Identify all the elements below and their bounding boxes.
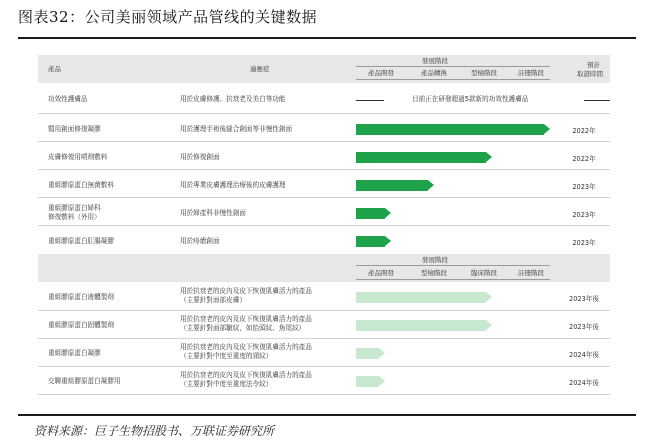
header2-stage-2: 型檢階段 <box>421 269 447 277</box>
product-name: 皮膚修復用噴劑敷料 <box>48 153 108 161</box>
indication: 用於婦產科非慢性創面 <box>180 209 246 217</box>
product-name: 重組膠原蛋白肛腸凝膠 <box>48 237 114 245</box>
expected-year: 2022年 <box>572 127 596 135</box>
product-name: 醫用創面修復凝膠 <box>48 125 101 133</box>
header-stage-4: 註冊階段 <box>518 69 544 77</box>
progress-bar <box>356 124 544 135</box>
pipeline-table <box>38 55 610 402</box>
row-divider <box>38 169 610 170</box>
product-name: 重組膠原蛋白固體製劑 <box>48 321 114 329</box>
header2-stage-4: 註冊階段 <box>518 269 544 277</box>
indication: 用於皮膚修護、抗衰老及美白等功能 <box>180 95 286 103</box>
product-name: 功效性護膚品 <box>48 95 88 103</box>
row-note: 目前正在研發超過5款新的功效性護膚品 <box>412 95 529 103</box>
header2-stage-1: 產品開發 <box>368 269 394 277</box>
indication: 用於痔瘡創面 <box>180 237 220 245</box>
product-name: 交聯重組膠原蛋白凝膠用 <box>48 377 121 385</box>
page-title: 图表32：公司美丽领域产品管线的关键数据 <box>18 8 318 26</box>
expected-year: 2023年 <box>572 239 596 247</box>
product-name: 重組膠原蛋白凝膠 <box>48 349 101 357</box>
indication-line-1: 用於抗衰老的皮內及皮下恢復肌膚活力的產品 <box>180 315 312 323</box>
indication-line-2: （主要針對面部皮膚） <box>180 296 246 304</box>
row-divider <box>38 394 610 395</box>
row-divider <box>38 338 610 339</box>
indication-line-1: 用於抗衰老的皮內及皮下恢復肌膚活力的產品 <box>180 343 312 351</box>
header2-stage-rule-bottom <box>356 279 550 280</box>
header-stage-2: 產品轉換 <box>421 69 447 77</box>
progress-bar <box>356 208 385 219</box>
indication: 用於專業皮膚護理治療後的皮膚護理 <box>180 181 286 189</box>
header-indication: 適應症 <box>250 65 270 73</box>
expected-year: 2023年 <box>572 211 596 219</box>
expected-year: 2023年後 <box>569 323 599 331</box>
header2-stage-rule <box>356 265 550 266</box>
header-stage-3: 型檢階段 <box>471 69 497 77</box>
indication: 用於護理手術後縫合創面等非慢性創面 <box>180 125 293 133</box>
indication-line-1: 用於抗衰老的皮內及皮下恢復肌膚活力的產品 <box>180 287 312 295</box>
indication-line-2: （主要針對面部皺紋，如抬頭紋、魚尾紋） <box>180 324 306 332</box>
expected-year: 2024年後 <box>569 351 599 359</box>
expected-year: 2024年後 <box>569 379 599 387</box>
header-stage-1: 產品開發 <box>368 69 394 77</box>
no-year-dash <box>584 100 610 101</box>
header-product: 產品 <box>48 65 61 73</box>
row-divider <box>38 113 610 114</box>
header2-stage-group: 發展階段 <box>422 256 448 264</box>
header2-stage-3: 臨床階段 <box>471 269 497 277</box>
header-band-2 <box>38 254 610 282</box>
indication-line-1: 用於抗衰老的皮內及皮下恢復肌膚活力的產品 <box>180 371 312 379</box>
progress-bar <box>356 376 379 387</box>
header-stage-group: 發展階段 <box>422 57 448 65</box>
product-name: 重組膠原蛋白液體製劑 <box>48 293 114 301</box>
product-name: 重組膠原蛋白無菌敷料 <box>48 181 114 189</box>
indication: 用於修復創面 <box>180 153 220 161</box>
indication-line-2: （主要針對中度至重度的頸紋） <box>180 352 273 360</box>
footer-rule <box>18 414 636 416</box>
row-divider <box>38 225 610 226</box>
expected-year: 2023年後 <box>569 295 599 303</box>
row-divider <box>38 366 610 367</box>
header-stage-rule-bottom <box>356 79 550 80</box>
progress-bar <box>356 348 379 359</box>
row-divider <box>38 197 610 198</box>
row-divider <box>38 310 610 311</box>
header-stage-rule <box>356 66 550 67</box>
no-stage-dash <box>356 100 384 101</box>
progress-bar <box>356 236 385 247</box>
expected-year: 2022年 <box>572 155 596 163</box>
indication-line-2: （主要針對中度至重度法令紋） <box>180 380 273 388</box>
header-time-2: 取證時間 <box>577 70 603 78</box>
header-time-1: 預計 <box>587 61 600 69</box>
row-divider <box>38 141 610 142</box>
source-note: 资料来源：巨子生物招股书、万联证券研究所 <box>34 424 275 438</box>
progress-bar <box>356 292 486 303</box>
progress-bar <box>356 152 486 163</box>
product-name-line-1: 重組膠原蛋白婦科 <box>48 204 101 212</box>
progress-bar <box>356 320 486 331</box>
progress-bar <box>356 180 428 191</box>
expected-year: 2023年 <box>572 183 596 191</box>
product-name-line-2: 修復敷料（外用） <box>48 213 101 221</box>
title-rule <box>18 37 636 39</box>
